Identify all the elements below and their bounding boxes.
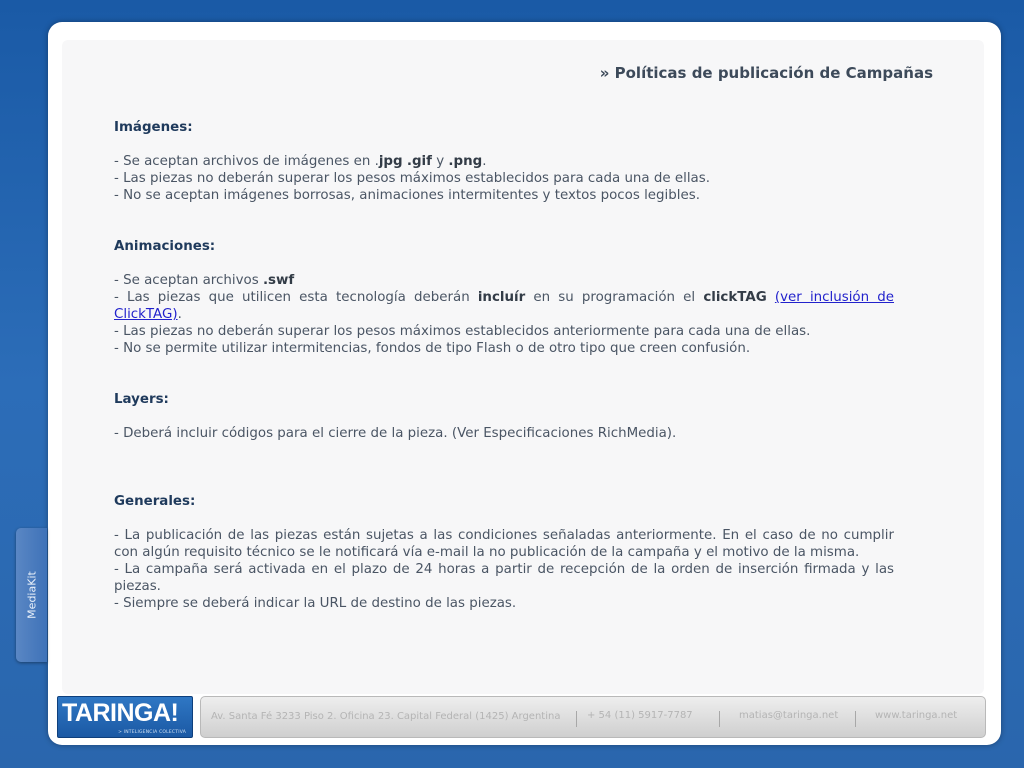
- logo-wordmark: TARINGA!: [62, 699, 179, 727]
- footer-divider: [576, 711, 577, 727]
- policy-content: [114, 119, 894, 646]
- policy-line: - La campaña será activada en el plazo de 24 horas a partir de recepción de la orden de inserción firmada y las piezas.: [114, 562, 894, 594]
- mediakit-tab-label: MediaKit: [25, 571, 38, 619]
- policy-line: - Se aceptan archivos .swf: [114, 273, 295, 288]
- section-imagenes: [114, 119, 894, 204]
- policy-line: - No se permite utilizar intermitencias, fondos de tipo Flash o de otro tipo que creen confusión.: [114, 341, 751, 356]
- policy-line: - Siempre se deberá indicar la URL de destino de las piezas.: [114, 596, 517, 611]
- footer-website[interactable]: www.taringa.net: [875, 710, 958, 721]
- policy-line: - Las piezas no deberán superar los pesos máximos establecidos para cada una de ellas.: [114, 171, 710, 186]
- policy-line: - Las piezas que utilicen esta tecnología deberán incluír en su programación el clickTAG (ver inclusión de ClickTAG).: [114, 290, 895, 322]
- footer-bar: [200, 696, 986, 738]
- section-heading: Generales:: [114, 494, 196, 509]
- policy-line: - Las piezas no deberán superar los pesos máximos establecidos anteriormente para cada una de ellas.: [114, 324, 811, 339]
- policy-line: - Se aceptan archivos de imágenes en .jpg .gif y .png.: [114, 154, 487, 169]
- clicktag-link[interactable]: (ver inclusión de ClickTAG): [114, 290, 895, 322]
- policy-line: - No se aceptan imágenes borrosas, animaciones intermitentes y textos pocos legibles.: [114, 188, 700, 203]
- policy-line: - La publicación de las piezas están sujetas a las condiciones señaladas anteriormente. En el caso de no cumplir con algún requisito técnico se le notificará vía e-mail la no publicación de la campaña y el motivo de la misma.: [114, 528, 894, 560]
- section-heading: Imágenes:: [114, 120, 193, 135]
- taringa-logo[interactable]: [57, 696, 193, 738]
- logo-tagline: > INTELIGENCIA COLECTIVA: [118, 730, 186, 735]
- policy-line: - Deberá incluir códigos para el cierre de la pieza. (Ver Especificaciones RichMedia).: [114, 426, 677, 441]
- section-heading: Animaciones:: [114, 239, 216, 254]
- mediakit-tab[interactable]: [16, 528, 47, 662]
- section-generales: [114, 493, 894, 612]
- section-heading: Layers:: [114, 392, 169, 407]
- footer-email[interactable]: matias@taringa.net: [739, 710, 839, 721]
- footer-divider: [719, 711, 720, 727]
- section-animaciones: [114, 238, 894, 357]
- footer-address: Av. Santa Fé 3233 Piso 2. Oficina 23. Capital Federal (1425) Argentina: [211, 711, 561, 722]
- footer-divider: [855, 711, 856, 727]
- section-layers: [114, 391, 894, 442]
- footer-phone: + 54 (11) 5917-7787: [587, 710, 693, 721]
- page-title: » Políticas de publicación de Campañas: [599, 64, 933, 82]
